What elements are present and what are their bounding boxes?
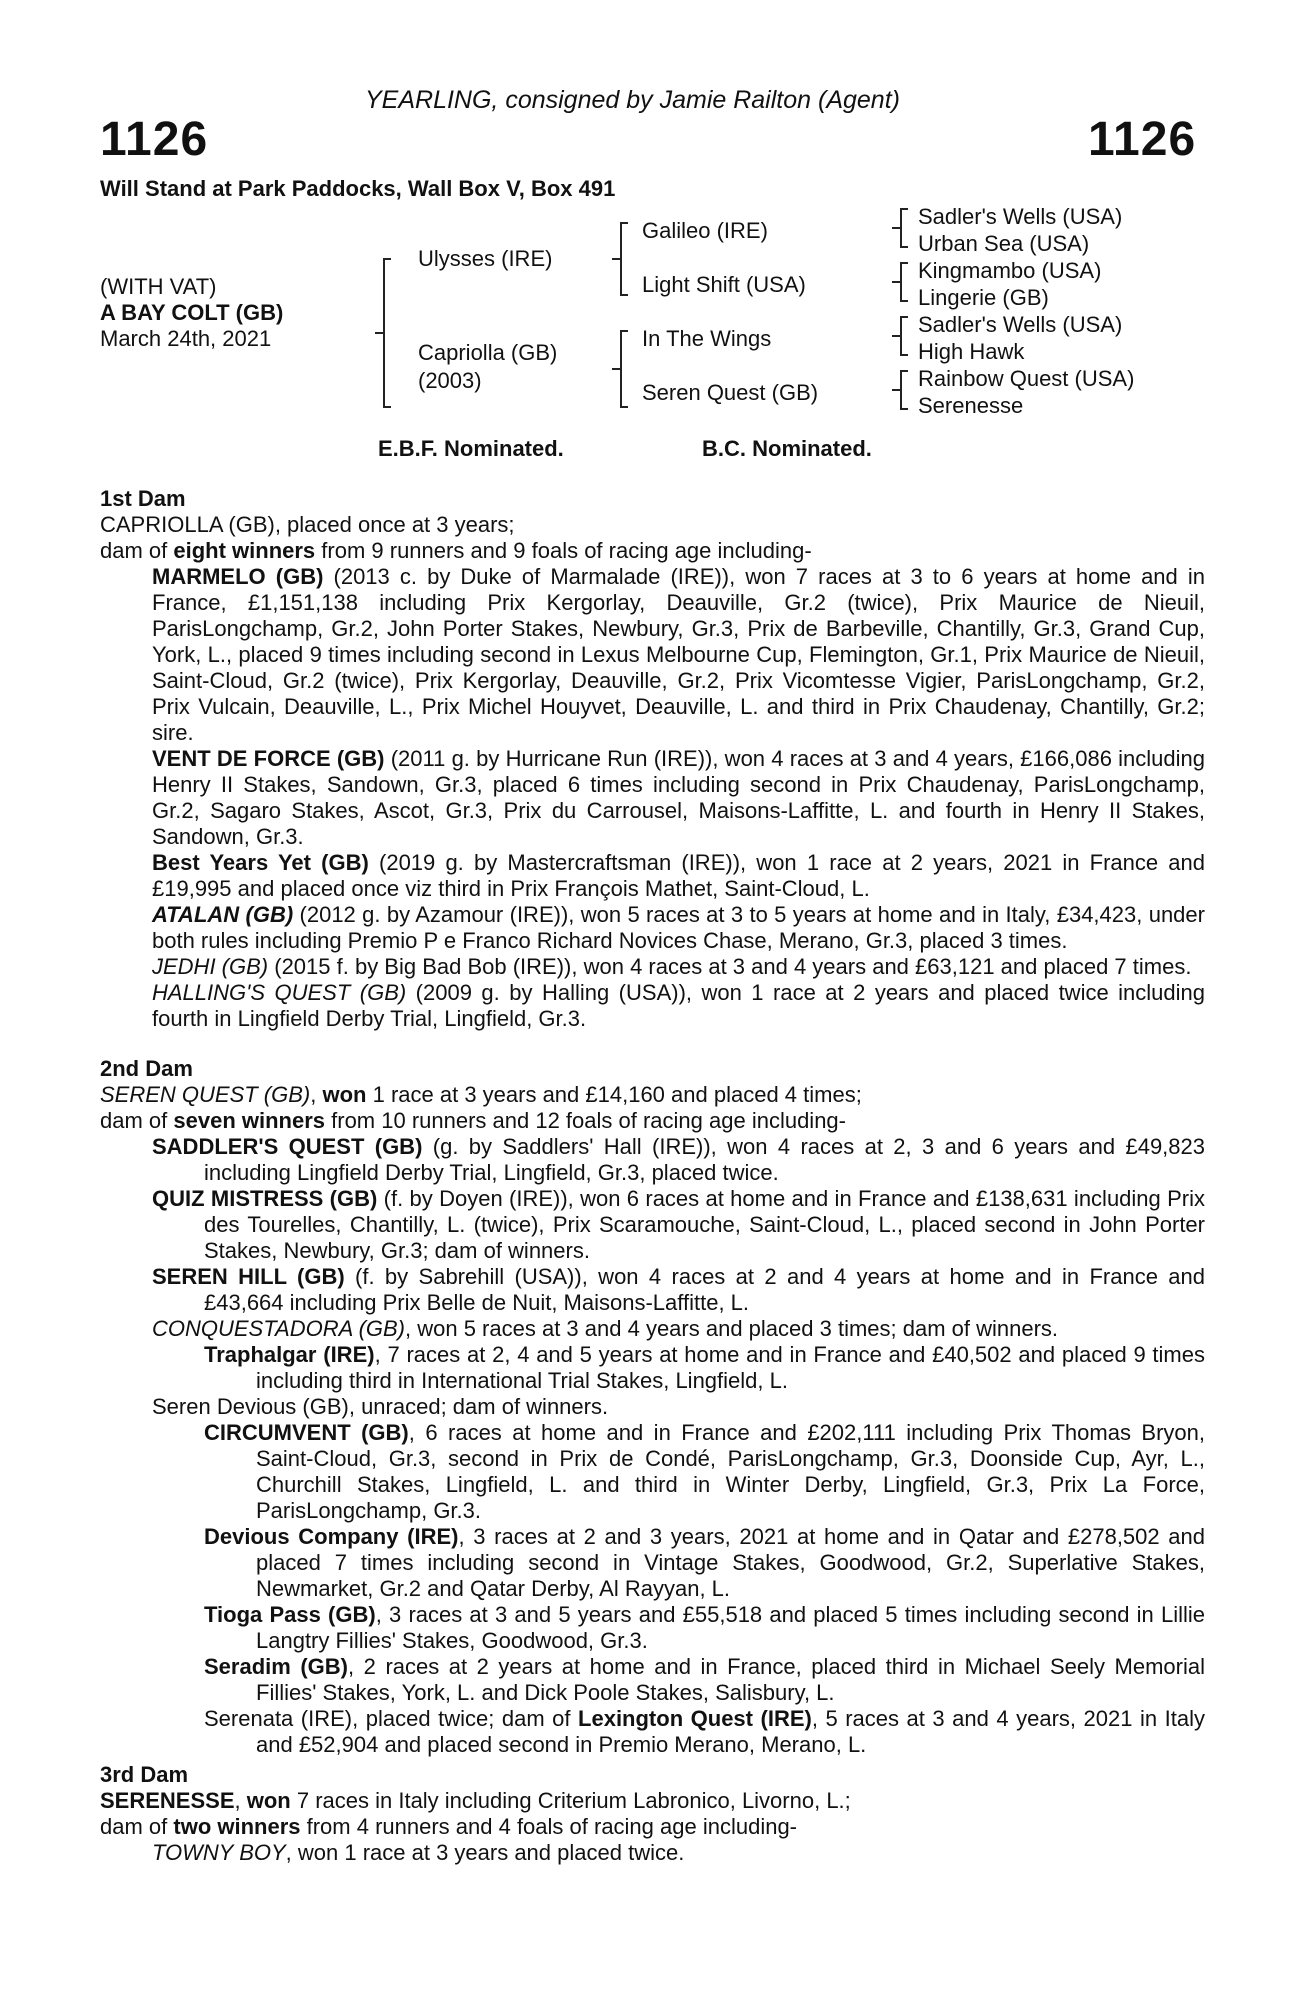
brace-sire (620, 222, 622, 296)
brace-gen1 (383, 258, 385, 408)
progeny-devious-company: Devious Company (IRE), 3 races at 2 and 3 years, 2021 at home and in Qatar and £278,502 and placed 7 times including second in Vintage Stakes, Goodwood, Gr.2, Superlative Stakes, Newmarket, Gr.2 and Qatar Derby, Al Rayyan, L. (204, 1524, 1206, 1601)
dam-sire-sire: Sadler's Wells (USA) (918, 312, 1123, 337)
sire-sire: Galileo (IRE) (642, 218, 768, 243)
dam: Capriolla (GB) (418, 340, 558, 365)
stabling-line: Will Stand at Park Paddocks, Wall Box V, Box 491 (100, 176, 616, 201)
vat-note: (WITH VAT) (100, 274, 217, 299)
catalogue-body (100, 486, 1205, 1866)
lot-number-right: 1126 (1088, 113, 1197, 166)
third-dam-heading: 3rd Dam (100, 1762, 189, 1787)
first-dam-heading: 1st Dam (100, 486, 186, 511)
second-dam-produce-line: dam of seven winners from 10 runners and 12 foals of racing age including- (100, 1108, 846, 1133)
sire-dam-sire: Kingmambo (USA) (918, 258, 1102, 283)
foaling-date: March 24th, 2021 (100, 326, 272, 351)
progeny-hallings-quest: HALLING'S QUEST (GB) (2009 g. by Halling (USA)), won 1 race at 2 years and placed twice including fourth in Lingfield Derby Trial, Lingfield, Gr.3. (152, 980, 1206, 1031)
progeny-serenata: Serenata (IRE), placed twice; dam of Lexington Quest (IRE), 5 races at 3 and 4 years, 2021 in Italy and £52,904 and placed second in Premio Merano, Merano, L. (204, 1706, 1205, 1757)
second-dam-line: SEREN QUEST (GB), won 1 race at 3 years and £14,160 and placed 4 times; (100, 1082, 862, 1107)
consignor-line: YEARLING, consigned by Jamie Railton (Agent) (365, 86, 900, 114)
progeny-seradim: Seradim (GB), 2 races at 2 years at home and in France, placed third in Michael Seely Memorial Fillies' Stakes, York, L. and Dick Poole Stakes, Salisbury, L. (204, 1654, 1205, 1705)
brace-dam (620, 330, 622, 408)
ebf-nomination: E.B.F. Nominated. (378, 436, 564, 461)
dam-dam-dam: Serenesse (918, 393, 1024, 418)
sire-sire-sire: Sadler's Wells (USA) (918, 204, 1123, 229)
first-dam-produce-line: dam of eight winners from 9 runners and 9 foals of racing age including- (100, 538, 812, 563)
third-dam-line: SERENESSE, won 7 races in Italy including Criterium Labronico, Livorno, L.; (100, 1788, 851, 1813)
progeny-seren-devious: Seren Devious (GB), unraced; dam of winners. (152, 1394, 609, 1419)
second-dam-heading: 2nd Dam (100, 1056, 193, 1081)
lot-number-left: 1126 (100, 113, 209, 166)
progeny-atalan: ATALAN (GB) (2012 g. by Azamour (IRE)), won 5 races at 3 to 5 years at home and in Italy, £34,423, under both rules including Premio P e Franco Richard Novices Chase, Merano, Gr.3, placed 3 times. (152, 902, 1205, 953)
sire-sire-dam: Urban Sea (USA) (918, 231, 1090, 256)
progeny-best-years-yet: Best Years Yet (GB) (2019 g. by Mastercraftsman (IRE)), won 1 race at 2 years, 2021 in France and £19,995 and placed once viz third in Prix François Mathet, Saint-Cloud, L. (152, 850, 1205, 901)
progeny-conquestadora: CONQUESTADORA (GB), won 5 races at 3 and 4 years and placed 3 times; dam of winners. (152, 1316, 1059, 1341)
progeny-tioga-pass: Tioga Pass (GB), 3 races at 3 and 5 years and £55,518 and placed 5 times including second in Lillie Langtry Fillies' Stakes, Goodwood, Gr.3. (204, 1602, 1205, 1653)
third-dam-produce-line: dam of two winners from 4 runners and 4 foals of racing age including- (100, 1814, 798, 1839)
sire-dam-dam: Lingerie (GB) (918, 285, 1049, 310)
sire-dam: Light Shift (USA) (642, 272, 806, 297)
dam-dam: Seren Quest (GB) (642, 380, 819, 405)
progeny-jedhi: JEDHI (GB) (2015 f. by Big Bad Bob (IRE)), won 4 races at 3 and 4 years and £63,121 and placed 7 times. (152, 954, 1192, 979)
progeny-vent-de-force: VENT DE FORCE (GB) (2011 g. by Hurricane Run (IRE)), won 4 races at 3 and 4 years, £166,086 including Henry II Stakes, Sandown, Gr.3, placed 6 times including second in Prix Chaudenay, ParisLongchamp, Gr.2, Sagaro Stakes, Ascot, Gr.3, Prix du Carrousel, Maisons-Laffitte, L. and fourth in Henry II Stakes, Sandown, Gr.3. (152, 746, 1205, 849)
progeny-seren-hill: SEREN HILL (GB) (f. by Sabrehill (USA)), won 4 races at 2 and 4 years at home and in France and £43,664 including Prix Belle de Nuit, Maisons-Laffitte, L. (152, 1264, 1205, 1315)
progeny-circumvent: CIRCUMVENT (GB), 6 races at home and in France and £202,111 including Prix Thomas Bryon, Saint-Cloud, Gr.3, second in Prix de Condé, ParisLongchamp, Gr.3, Doonside Cup, Ayr, L., Churchill Stakes, Lingfield, L. and third in Winter Derby, Lingfield, Gr.3, Prix La Force, ParisLongchamp, Gr.3. (204, 1420, 1205, 1523)
progeny-quiz-mistress: QUIZ MISTRESS (GB) (f. by Doyen (IRE)), won 6 races at home and in France and £138,631 including Prix des Tourelles, Chantilly, L. (twice), Prix Scaramouche, Saint-Cloud, L., placed second in John Porter Stakes, Newbury, Gr.3; dam of winners. (152, 1186, 1205, 1263)
dam-dam-sire: Rainbow Quest (USA) (918, 366, 1135, 391)
progeny-towny-boy: TOWNY BOY, won 1 race at 3 years and placed twice. (152, 1840, 685, 1865)
progeny-saddlers-quest: SADDLER'S QUEST (GB) (g. by Saddlers' Hall (IRE)), won 4 races at 2, 3 and 6 years and £49,823 including Lingfield Derby Trial, Lingfield, Gr.3, placed twice. (152, 1134, 1205, 1185)
dam-sire: In The Wings (642, 326, 772, 351)
first-dam-line: CAPRIOLLA (GB), placed once at 3 years; (100, 512, 515, 537)
progeny-traphalgar: Traphalgar (IRE), 7 races at 2, 4 and 5 years at home and in France and £40,502 and placed 9 times including third in International Trial Stakes, Lingfield, L. (204, 1342, 1205, 1393)
horse-name: A BAY COLT (GB) (100, 300, 284, 325)
bc-nomination: B.C. Nominated. (702, 436, 872, 461)
dam-sire-dam: High Hawk (918, 339, 1025, 364)
dam-year: (2003) (418, 368, 482, 393)
progeny-marmelo: MARMELO (GB) (2013 c. by Duke of Marmalade (IRE)), won 7 races at 3 to 6 years at home and in France, £1,151,138 including Prix Kergorlay, Deauville, Gr.2 (twice), Prix Maurice de Nieuil, ParisLongchamp, Gr.2, John Porter Stakes, Newbury, Gr.3, Prix de Barbeville, Chantilly, Gr.3, Grand Cup, York, L., placed 9 times including second in Lexus Melbourne Cup, Flemington, Gr.1, Prix Maurice de Nieuil, Saint-Cloud, Gr.2 (twice), Prix Kergorlay, Deauville, Gr.2, Prix Vicomtesse Vigier, ParisLongchamp, Gr.2, Prix Vulcain, Deauville, L., Prix Michel Houyvet, Deauville, L. and third in Prix Chaudenay, Chantilly, Gr.2; sire. (152, 564, 1205, 745)
sire: Ulysses (IRE) (418, 246, 553, 271)
